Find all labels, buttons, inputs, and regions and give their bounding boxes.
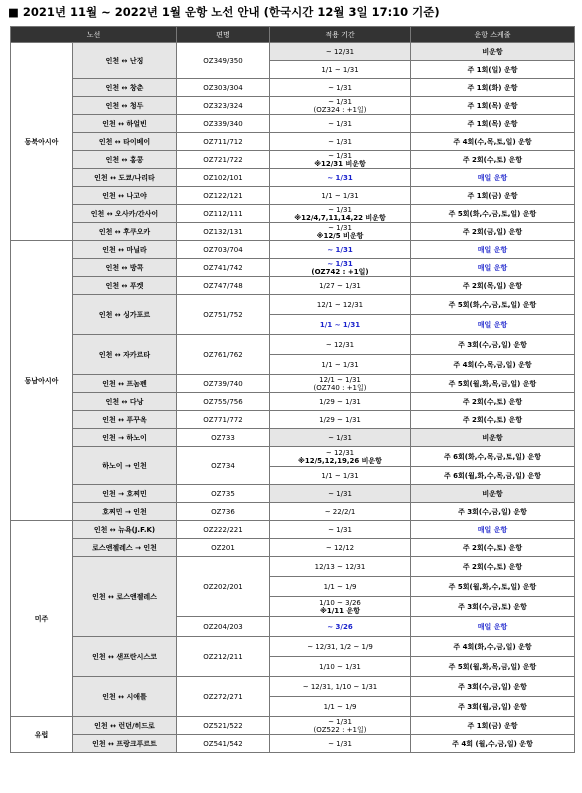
schedule-cell: 주 2회(수,토) 운항: [411, 557, 575, 577]
period-cell: 1/1 ~ 1/9: [270, 697, 411, 717]
route-cell: 인천 ↔ 방콕: [73, 259, 177, 277]
period-note: ※12/31 비운항: [314, 159, 366, 168]
route-cell: 인천 ↔ 프놈펜: [73, 375, 177, 393]
page-title: ■ 2021년 11월 ~ 2022년 1월 운항 노선 안내 (한국시간 12월 3일 17:10 기준): [8, 5, 440, 19]
period-main: 12/1 ~ 1/31: [319, 375, 361, 384]
period-note: (OZ324 : +1일): [313, 105, 367, 114]
schedule-cell: 주 3회(수,금,일) 운항: [411, 335, 575, 355]
period-cell: ~ 12/31, 1/10 ~ 1/31: [270, 677, 411, 697]
flight-cell: OZ736: [177, 503, 270, 521]
region-cell: 유럽: [11, 717, 73, 753]
flight-cell: OZ761/762: [177, 335, 270, 375]
flight-cell: OZ222/221: [177, 521, 270, 539]
period-main: ~ 1/31: [328, 151, 352, 160]
route-cell: 인천 ↔ 푸켓: [73, 277, 177, 295]
route-cell: 인천 ↔ 프랑크푸르트: [73, 735, 177, 753]
schedule-cell: 주 5회(화,수,금,토,일) 운항: [411, 205, 575, 223]
period-note: (OZ742 : +1일): [311, 267, 369, 276]
period-main: ~ 12/31: [325, 448, 355, 457]
flight-cell: OZ521/522: [177, 717, 270, 735]
region-cell: 미주: [11, 521, 73, 717]
route-cell: 인천 ↔ 푸꾸옥: [73, 411, 177, 429]
table-row: [11, 717, 575, 735]
flight-cell: OZ735: [177, 485, 270, 503]
flight-cell: OZ741/742: [177, 259, 270, 277]
table-row: [11, 79, 575, 97]
period-cell: ~ 1/31: [270, 79, 411, 97]
flight-cell: OZ721/722: [177, 151, 270, 169]
table-row: [11, 133, 575, 151]
table-row: [11, 557, 575, 577]
route-cell: 호찌민 → 인천: [73, 503, 177, 521]
schedule-cell: 비운항: [411, 43, 575, 61]
table-row: [11, 735, 575, 753]
schedule-cell: 주 3회(수,금,토) 운항: [411, 597, 575, 617]
route-cell: 로스앤젤레스 → 인천: [73, 539, 177, 557]
route-cell: 인천 ↔ 샌프란시스코: [73, 637, 177, 677]
schedule-cell: 주 5회(월,화,수,토,일) 운항: [411, 577, 575, 597]
schedule-cell: 비운항: [411, 429, 575, 447]
period-cell: ~ 1/31: [270, 521, 411, 539]
flight-cell: OZ132/131: [177, 223, 270, 241]
period-cell: ~ 1/31: [270, 133, 411, 151]
schedule-cell: 주 2회(수,토) 운항: [411, 411, 575, 429]
table-row: [11, 637, 575, 657]
period-cell: [270, 259, 411, 277]
route-cell: 인천 ↔ 마닐라: [73, 241, 177, 259]
table-row: [11, 97, 575, 115]
region-cell: 동남아시아: [11, 241, 73, 521]
route-cell: 인천 ↔ 타이베이: [73, 133, 177, 151]
table-row: [11, 335, 575, 355]
flight-cell: OZ734: [177, 447, 270, 485]
header-route: 노선: [11, 27, 177, 43]
route-cell: 인천 ↔ 로스앤젤레스: [73, 557, 177, 637]
flight-cell: OZ323/324: [177, 97, 270, 115]
route-table: [10, 26, 575, 753]
route-cell: 인천 ↔ 런던/히드로: [73, 717, 177, 735]
table-row: [11, 539, 575, 557]
period-cell: [270, 223, 411, 241]
schedule-cell: 주 1회(일) 운항: [411, 61, 575, 79]
period-note: ※12/5 비운항: [316, 231, 364, 240]
period-cell: 1/1 ~ 1/31: [270, 315, 411, 335]
period-cell: ~ 1/31: [270, 485, 411, 503]
table-row: [11, 295, 575, 315]
table-row: [11, 503, 575, 521]
route-cell: 인천 ↔ 도쿄/나리타: [73, 169, 177, 187]
period-cell: 1/1 ~ 1/31: [270, 355, 411, 375]
table-row: [11, 259, 575, 277]
schedule-cell: 주 2회(수,토) 운항: [411, 539, 575, 557]
period-main: ~ 1/31: [327, 259, 353, 268]
flight-cell: OZ771/772: [177, 411, 270, 429]
route-cell: 인천 ↔ 난징: [73, 43, 177, 79]
schedule-cell: 주 2회(수,토) 운항: [411, 151, 575, 169]
period-note: (OZ740 : +1일): [313, 383, 367, 392]
flight-cell: OZ711/712: [177, 133, 270, 151]
region-cell: 동북아시아: [11, 43, 73, 241]
route-cell: 인천 ↔ 하얼빈: [73, 115, 177, 133]
table-row: [11, 43, 575, 61]
table-row: [11, 429, 575, 447]
table-row: [11, 677, 575, 697]
flight-cell: OZ541/542: [177, 735, 270, 753]
schedule-cell: 주 6회(화,수,목,금,토,일) 운항: [411, 447, 575, 467]
period-cell: 1/1 ~ 1/31: [270, 61, 411, 79]
table-row: [11, 411, 575, 429]
flight-cell: OZ122/121: [177, 187, 270, 205]
schedule-cell: 주 1회(목) 운항: [411, 97, 575, 115]
period-cell: 1/1 ~ 1/9: [270, 577, 411, 597]
flight-cell: OZ204/203: [177, 617, 270, 637]
schedule-cell: 주 4회(수,목,토,일) 운항: [411, 133, 575, 151]
period-cell: 1/1 ~ 1/31: [270, 467, 411, 485]
schedule-cell: 주 1회(목) 운항: [411, 115, 575, 133]
schedule-cell: 주 5회(월,화,목,금,일) 운항: [411, 657, 575, 677]
flight-cell: OZ102/101: [177, 169, 270, 187]
flight-cell: OZ339/340: [177, 115, 270, 133]
schedule-cell: 주 4회 (월,수,금,일) 운항: [411, 735, 575, 753]
schedule-cell: 주 1회(화) 운항: [411, 79, 575, 97]
period-cell: ~ 22/2/1: [270, 503, 411, 521]
route-cell: 인천 ↔ 홍콩: [73, 151, 177, 169]
table-row: [11, 447, 575, 467]
table-row: [11, 187, 575, 205]
table-row: [11, 205, 575, 223]
table-row: [11, 223, 575, 241]
period-cell: [270, 97, 411, 115]
schedule-cell: 매일 운항: [411, 241, 575, 259]
table-row: [11, 241, 575, 259]
route-cell: 인천 ↔ 뉴욕(J.F.K): [73, 521, 177, 539]
table-header: [11, 27, 575, 43]
period-cell: ~ 1/31: [270, 169, 411, 187]
schedule-cell: 주 3회(수,금,일) 운항: [411, 503, 575, 521]
period-note: (OZ522 : +1일): [313, 725, 367, 734]
schedule-cell: 주 1회(금) 운항: [411, 717, 575, 735]
table-row: [11, 393, 575, 411]
schedule-cell: 주 5회(화,수,금,토,일) 운항: [411, 295, 575, 315]
period-cell: ~ 1/31: [270, 115, 411, 133]
period-note: ※12/5,12,19,26 비운항: [298, 456, 382, 465]
period-cell: [270, 597, 411, 617]
route-cell: 인천 ↔ 다낭: [73, 393, 177, 411]
period-cell: [270, 205, 411, 223]
schedule-cell: 매일 운항: [411, 521, 575, 539]
flight-cell: OZ303/304: [177, 79, 270, 97]
period-note: ※1/11 운항: [320, 606, 360, 615]
flight-cell: OZ202/201: [177, 557, 270, 617]
route-cell: 인천 → 하노이: [73, 429, 177, 447]
route-cell: 인천 ↔ 싱가포르: [73, 295, 177, 335]
schedule-cell: 비운항: [411, 485, 575, 503]
table-row: [11, 521, 575, 539]
period-cell: 12/13 ~ 12/31: [270, 557, 411, 577]
period-note: ※12/4,7,11,14,22 비운항: [294, 213, 386, 222]
period-cell: 1/29 ~ 1/31: [270, 411, 411, 429]
period-cell: 12/1 ~ 12/31: [270, 295, 411, 315]
flight-cell: OZ212/211: [177, 637, 270, 677]
table-row: [11, 169, 575, 187]
schedule-cell: 주 5회(월,화,목,금,일) 운항: [411, 375, 575, 393]
route-cell: 인천 ↔ 후쿠오카: [73, 223, 177, 241]
header-schedule: 운항 스케줄: [411, 27, 575, 43]
period-cell: [270, 151, 411, 169]
route-cell: 하노이 → 인천: [73, 447, 177, 485]
table-row: [11, 151, 575, 169]
flight-cell: OZ349/350: [177, 43, 270, 79]
schedule-cell: 주 4회(수,목,금,일) 운항: [411, 355, 575, 375]
route-cell: 인천 ↔ 청두: [73, 97, 177, 115]
period-cell: ~ 1/31: [270, 735, 411, 753]
flight-cell: OZ112/111: [177, 205, 270, 223]
schedule-cell: 주 2회(목,일) 운항: [411, 277, 575, 295]
period-main: ~ 1/31: [328, 223, 352, 232]
route-cell: 인천 → 호찌민: [73, 485, 177, 503]
period-cell: ~ 12/31: [270, 335, 411, 355]
period-cell: 1/10 ~ 1/31: [270, 657, 411, 677]
period-cell: ~ 3/26: [270, 617, 411, 637]
schedule-cell: 매일 운항: [411, 617, 575, 637]
flight-cell: OZ755/756: [177, 393, 270, 411]
period-main: ~ 1/31: [328, 205, 352, 214]
table-row: [11, 375, 575, 393]
period-cell: 1/27 ~ 1/31: [270, 277, 411, 295]
header-period: 적용 기간: [270, 27, 411, 43]
route-cell: 인천 ↔ 시애틀: [73, 677, 177, 717]
schedule-cell: 주 1회(금) 운항: [411, 187, 575, 205]
flight-cell: OZ739/740: [177, 375, 270, 393]
flight-cell: OZ733: [177, 429, 270, 447]
period-main: 1/10 ~ 3/26: [319, 598, 361, 607]
period-cell: 1/29 ~ 1/31: [270, 393, 411, 411]
table-row: [11, 485, 575, 503]
flight-cell: OZ747/748: [177, 277, 270, 295]
flight-cell: OZ751/752: [177, 295, 270, 335]
route-cell: 인천 ↔ 나고야: [73, 187, 177, 205]
schedule-cell: 주 4회(화,수,금,일) 운항: [411, 637, 575, 657]
schedule-cell: 주 2회(수,토) 운항: [411, 393, 575, 411]
period-cell: ~ 12/12: [270, 539, 411, 557]
header-flight: 편명: [177, 27, 270, 43]
schedule-cell: 매일 운항: [411, 259, 575, 277]
table-row: [11, 115, 575, 133]
flight-cell: OZ201: [177, 539, 270, 557]
period-main: ~ 1/31: [328, 97, 352, 106]
period-main: ~ 1/31: [328, 717, 352, 726]
period-cell: [270, 717, 411, 735]
schedule-cell: 주 6회(월,화,수,목,금,일) 운항: [411, 467, 575, 485]
route-cell: 인천 ↔ 창춘: [73, 79, 177, 97]
period-cell: ~ 12/31, 1/2 ~ 1/9: [270, 637, 411, 657]
schedule-cell: 주 3회(수,금,일) 운항: [411, 677, 575, 697]
schedule-cell: 매일 운항: [411, 315, 575, 335]
flight-cell: OZ703/704: [177, 241, 270, 259]
period-cell: [270, 447, 411, 467]
period-cell: ~ 1/31: [270, 429, 411, 447]
period-cell: ~ 12/31: [270, 43, 411, 61]
period-cell: 1/1 ~ 1/31: [270, 187, 411, 205]
schedule-cell: 매일 운항: [411, 169, 575, 187]
schedule-cell: 주 2회(금,일) 운항: [411, 223, 575, 241]
route-cell: 인천 ↔ 오사카/간사이: [73, 205, 177, 223]
flight-cell: OZ272/271: [177, 677, 270, 717]
table-row: [11, 277, 575, 295]
schedule-cell: 주 3회(월,금,일) 운항: [411, 697, 575, 717]
route-cell: 인천 ↔ 자카르타: [73, 335, 177, 375]
period-cell: ~ 1/31: [270, 241, 411, 259]
period-cell: [270, 375, 411, 393]
